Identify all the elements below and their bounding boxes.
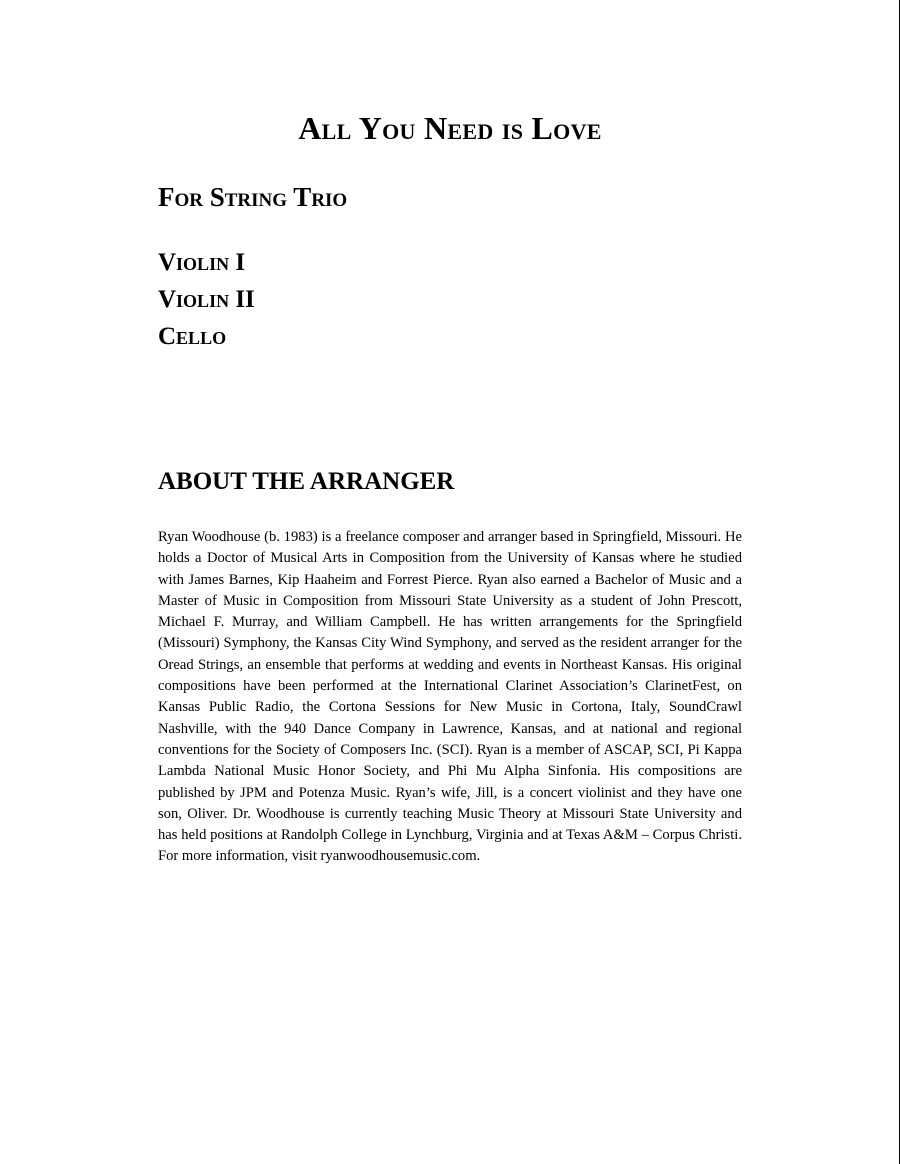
piece-title: All You Need is Love <box>298 110 602 146</box>
instrument-item: Violin I <box>158 249 246 276</box>
instrument-item: Cello <box>158 323 227 350</box>
instrumentation-subtitle: For String Trio <box>158 182 348 212</box>
instrument-item: Violin II <box>158 286 255 313</box>
instrument-list <box>158 244 255 355</box>
about-arranger-heading: ABOUT THE ARRANGER <box>158 468 455 495</box>
arranger-biography: Ryan Woodhouse (b. 1983) is a freelance composer and arranger based in Springfield, Missouri. He holds a Doctor of Musical Arts in Composition from the University of Kansas where he studied with James Barnes, Kip Haaheim and Forrest Pierce. Ryan also earned a Bachelor of Music and a Master of Music in Composition from Missouri State University as a student of John Prescott, Michael F. Murray, and William Campbell. He has written arrangements for the Springfield (Missouri) Symphony, the Kansas City Wind Symphony, and served as the resident arranger for the Oread Strings, an ensemble that performs at wedding and events in Northeast Kansas. His original compositions have been performed at the International Clarinet Association’s ClarinetFest, on Kansas Public Radio, the Cortona Sessions for New Music in Cortona, Italy, SoundCrawl Nashville, with the 940 Dance Company in Lawrence, Kansas, and at national and regional conventions for the Society of Composers Inc. (SCI). Ryan is a member of ASCAP, SCI, Pi Kappa Lambda National Music Honor Society, and Phi Mu Alpha Sinfonia. His compositions are published by JPM and Potenza Music. Ryan’s wife, Jill, is a concert violinist and they have one son, Oliver. Dr. Woodhouse is currently teaching Music Theory at Missouri State University and has held positions at Randolph College in Lynchburg, Virginia and at Texas A&M – Corpus Christi. For more information, visit ryanwoodhousemusic.com. <box>158 529 742 865</box>
